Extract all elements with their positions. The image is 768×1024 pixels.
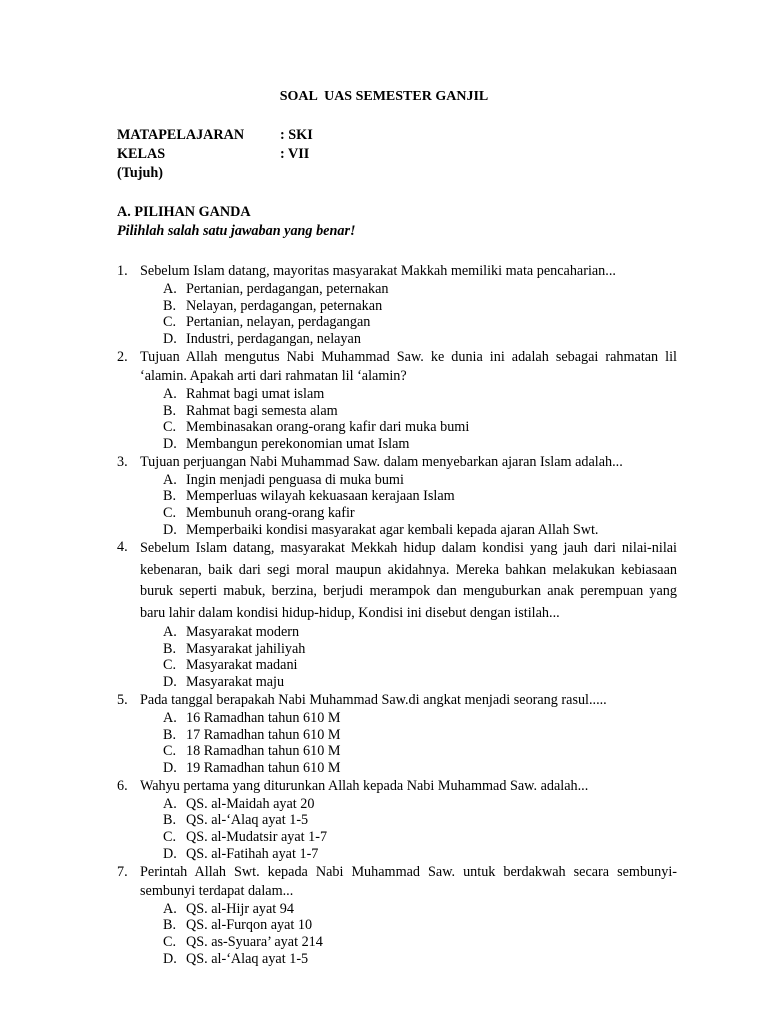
answer-option bbox=[117, 331, 677, 348]
question-text: Tujuan perjuangan Nabi Muhammad Saw. dalam menyebarkan ajaran Islam adalah... bbox=[140, 453, 623, 470]
question-item bbox=[117, 863, 677, 968]
option-letter: A. bbox=[163, 624, 177, 641]
answer-options bbox=[117, 624, 677, 691]
answer-option bbox=[117, 436, 677, 453]
question-line bbox=[117, 691, 677, 710]
option-letter: D. bbox=[163, 950, 177, 967]
option-letter: D. bbox=[163, 331, 177, 348]
answer-options bbox=[117, 901, 677, 968]
answer-option bbox=[117, 657, 677, 674]
question-item bbox=[117, 538, 677, 690]
option-text: Pertanian, nelayan, perdagangan bbox=[186, 314, 371, 331]
option-text: 19 Ramadhan tahun 610 M bbox=[186, 759, 341, 776]
meta-value-subject: : SKI bbox=[280, 127, 313, 143]
answer-option bbox=[117, 951, 677, 968]
question-item bbox=[117, 262, 677, 348]
option-letter: A. bbox=[163, 795, 177, 812]
answer-option bbox=[117, 472, 677, 489]
option-letter: D. bbox=[163, 759, 177, 776]
option-letter: B. bbox=[163, 812, 177, 829]
answer-options bbox=[117, 472, 677, 539]
question-text: Tujuan Allah mengutus Nabi Muhammad Saw. ke dunia ini adalah sebagai rahmatan lil ‘alamin. Apakah arti dari rahmatan lil ‘alamin? bbox=[140, 348, 677, 384]
answer-option bbox=[117, 674, 677, 691]
question-line bbox=[117, 777, 677, 796]
question-number: 5. bbox=[117, 691, 128, 708]
option-text: QS. al-Mudatsir ayat 1-7 bbox=[186, 829, 328, 846]
question-text: Pada tanggal berapakah Nabi Muhammad Saw.di angkat menjadi seorang rasul..... bbox=[140, 691, 607, 708]
answer-option bbox=[117, 743, 677, 760]
question-item bbox=[117, 453, 677, 539]
option-text: QS. al-Furqon ayat 10 bbox=[186, 917, 313, 934]
answer-option bbox=[117, 641, 677, 658]
question-number: 3. bbox=[117, 453, 128, 470]
question-text: Sebelum Islam datang, mayoritas masyarakat Makkah memiliki mata pencaharian... bbox=[140, 263, 616, 279]
option-letter: A. bbox=[163, 900, 177, 917]
option-letter: D. bbox=[163, 674, 177, 691]
option-text: Masyarakat jahiliyah bbox=[186, 640, 306, 657]
meta-row-subject bbox=[117, 126, 313, 145]
section-instruction: Pilihlah salah satu jawaban yang benar! bbox=[117, 223, 356, 239]
answer-option bbox=[117, 522, 677, 539]
question-number: 1. bbox=[117, 263, 128, 279]
meta-label-class: KELAS bbox=[117, 146, 166, 162]
option-letter: C. bbox=[163, 829, 177, 846]
question-line bbox=[117, 348, 677, 386]
question-number: 7. bbox=[117, 863, 128, 880]
answer-option bbox=[117, 727, 677, 744]
option-text: 18 Ramadhan tahun 610 M bbox=[186, 743, 341, 760]
meta-label-subject: MATAPELAJARAN bbox=[117, 127, 245, 143]
option-text: Membunuh orang-orang kafir bbox=[186, 505, 355, 522]
option-text: Masyarakat modern bbox=[186, 624, 300, 641]
question-line bbox=[117, 538, 677, 624]
option-text: Pertanian, perdagangan, peternakan bbox=[186, 281, 389, 297]
question-text: Wahyu pertama yang diturunkan Allah kepada Nabi Muhammad Saw. adalah... bbox=[140, 777, 589, 794]
option-letter: D. bbox=[163, 845, 177, 862]
section-header bbox=[117, 203, 356, 241]
option-letter: A. bbox=[163, 709, 177, 726]
answer-options bbox=[117, 386, 677, 453]
question-number: 4. bbox=[117, 539, 128, 556]
option-text: Industri, perdagangan, nelayan bbox=[186, 331, 361, 348]
option-letter: B. bbox=[163, 917, 177, 934]
option-text: QS. al-‘Alaq ayat 1-5 bbox=[186, 950, 309, 967]
option-letter: D. bbox=[163, 435, 177, 452]
section-heading: A. PILIHAN GANDA bbox=[117, 204, 251, 220]
question-text: Sebelum Islam datang, masyarakat Mekkah hidup dalam kondisi yang jauh dari nilai-nilai kebenaran, baik dari segi moral maupun akidahnya. Mereka bahkan melakukan kebiasaan buruk seperti mabuk, berzina, berjudi merampok dan menguburkan anak perempuan yang baru lahir dalam kondisi hidup-hidup, Kondisi ini disebut dengan istilah... bbox=[140, 540, 677, 621]
option-text: QS. al-Maidah ayat 20 bbox=[186, 795, 315, 812]
question-text: Perintah Allah Swt. kepada Nabi Muhammad Saw. untuk berdakwah secara sembunyi-sembunyi terdapat dalam... bbox=[140, 863, 677, 899]
option-text: Membangun perekonomian umat Islam bbox=[186, 435, 410, 452]
answer-options bbox=[117, 281, 677, 348]
option-letter: C. bbox=[163, 314, 177, 331]
option-text: 17 Ramadhan tahun 610 M bbox=[186, 726, 341, 743]
question-line bbox=[117, 262, 677, 281]
option-text: QS. al-Fatihah ayat 1-7 bbox=[186, 845, 319, 862]
option-text: Nelayan, perdagangan, peternakan bbox=[186, 297, 383, 314]
question-item bbox=[117, 348, 677, 453]
answer-option bbox=[117, 488, 677, 505]
option-letter: C. bbox=[163, 657, 177, 674]
option-letter: B. bbox=[163, 402, 177, 419]
question-line bbox=[117, 863, 677, 901]
option-text: Ingin menjadi penguasa di muka bumi bbox=[186, 471, 404, 488]
answer-option bbox=[117, 846, 677, 863]
meta-row-class-note bbox=[117, 164, 313, 183]
option-letter: C. bbox=[163, 743, 177, 760]
question-number: 6. bbox=[117, 777, 128, 794]
option-text: Memperluas wilayah kekuasaan kerajaan Islam bbox=[186, 488, 455, 505]
option-letter: A. bbox=[163, 471, 177, 488]
answer-option bbox=[117, 281, 677, 298]
answer-option bbox=[117, 298, 677, 315]
option-text: QS. al-Hijr ayat 94 bbox=[186, 900, 294, 917]
answer-options bbox=[117, 710, 677, 777]
option-text: Masyarakat madani bbox=[186, 657, 298, 674]
exam-meta bbox=[117, 126, 313, 183]
answer-option bbox=[117, 812, 677, 829]
option-letter: C. bbox=[163, 933, 177, 950]
option-text: Membinasakan orang-orang kafir dari muka bumi bbox=[186, 419, 470, 436]
answer-option bbox=[117, 829, 677, 846]
option-letter: B. bbox=[163, 726, 177, 743]
question-item bbox=[117, 691, 677, 777]
answer-option bbox=[117, 403, 677, 420]
option-text: Rahmat bagi umat islam bbox=[186, 385, 325, 402]
option-letter: A. bbox=[163, 281, 177, 297]
answer-option bbox=[117, 760, 677, 777]
meta-row-class bbox=[117, 145, 313, 164]
option-text: QS. as-Syuara’ ayat 214 bbox=[186, 933, 323, 950]
answer-option bbox=[117, 901, 677, 918]
answer-option bbox=[117, 917, 677, 934]
option-letter: B. bbox=[163, 488, 177, 505]
option-text: Rahmat bagi semesta alam bbox=[186, 402, 338, 419]
option-letter: D. bbox=[163, 521, 177, 538]
answer-option bbox=[117, 419, 677, 436]
answer-option bbox=[117, 624, 677, 641]
answer-option bbox=[117, 505, 677, 522]
answer-option bbox=[117, 796, 677, 813]
option-text: 16 Ramadhan tahun 610 M bbox=[186, 709, 341, 726]
meta-value-class: : VII bbox=[280, 146, 310, 162]
question-list bbox=[117, 262, 677, 967]
option-letter: B. bbox=[163, 297, 177, 314]
answer-option bbox=[117, 314, 677, 331]
question-line bbox=[117, 453, 677, 472]
answer-option bbox=[117, 710, 677, 727]
document-title: SOAL UAS SEMESTER GANJIL bbox=[279, 89, 489, 104]
option-text: Memperbaiki kondisi masyarakat agar kembali kepada ajaran Allah Swt. bbox=[186, 521, 599, 538]
answer-option bbox=[117, 934, 677, 951]
question-item bbox=[117, 777, 677, 863]
question-number: 2. bbox=[117, 348, 128, 365]
option-letter: A. bbox=[163, 385, 177, 402]
option-text: QS. al-‘Alaq ayat 1-5 bbox=[186, 812, 309, 829]
meta-label-class-note: (Tujuh) bbox=[117, 165, 164, 181]
option-text: Masyarakat maju bbox=[186, 674, 285, 691]
answer-option bbox=[117, 386, 677, 403]
answer-options bbox=[117, 796, 677, 863]
option-letter: B. bbox=[163, 640, 177, 657]
option-letter: C. bbox=[163, 419, 177, 436]
option-letter: C. bbox=[163, 505, 177, 522]
